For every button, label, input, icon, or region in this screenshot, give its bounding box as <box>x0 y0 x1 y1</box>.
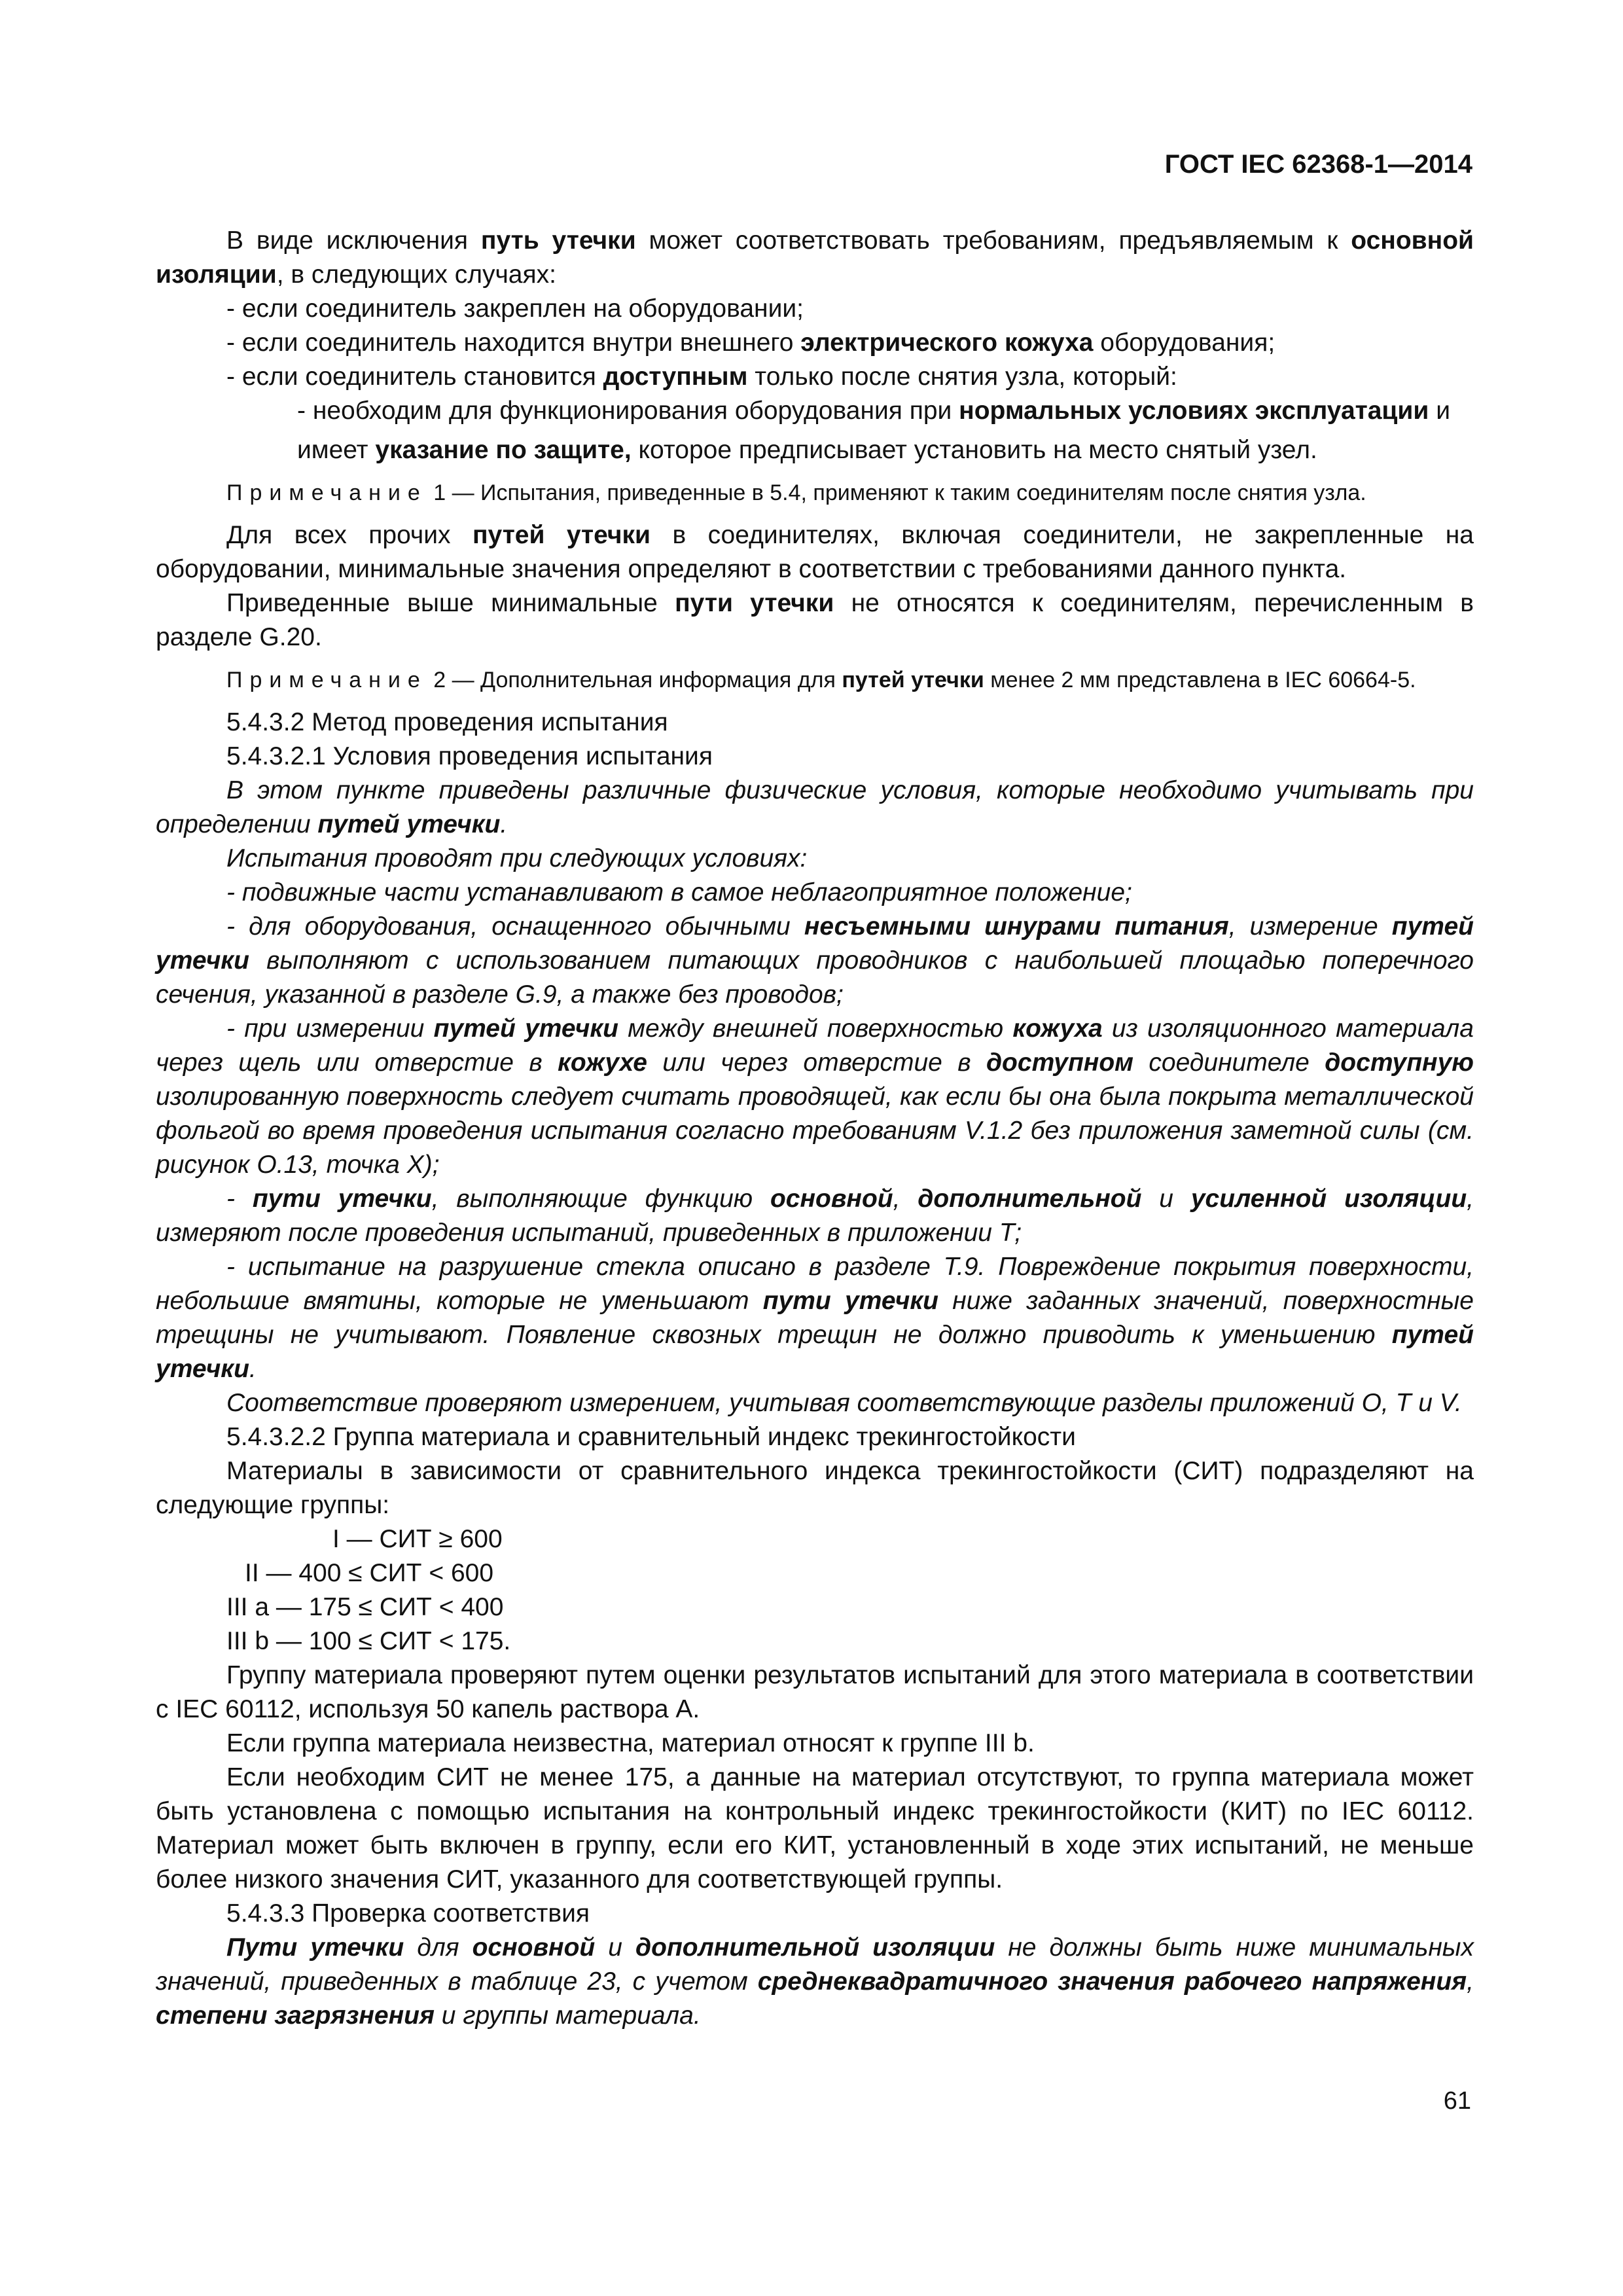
text: , измерение <box>1228 912 1392 941</box>
note-text: 1 — Испытания, приведенные в 5.4, применяют к таким соединителям после снятия узла. <box>427 480 1366 505</box>
text: В этом пункте приведены различные физические условия, которые необходимо учитывать при определении <box>156 776 1474 838</box>
text: , <box>1467 1967 1474 1996</box>
text: Приведенные выше минимальные <box>226 589 675 617</box>
term: нормальных условиях эксплуатации <box>959 397 1429 425</box>
note-2 <box>156 665 1474 695</box>
term: Пути утечки <box>226 1933 404 1962</box>
paragraph <box>156 586 1474 655</box>
text: и <box>595 1933 636 1962</box>
text: из изоляционного материала через щель или отверстие в <box>156 1014 1474 1077</box>
text: - необходим для функционирования оборудования при <box>297 397 959 425</box>
group-item: III a — 175 ≤ СИТ < 400 <box>226 1593 504 1621</box>
paragraph: Испытания проводят при следующих условиях: <box>226 844 808 872</box>
standard-header: ГОСТ IEC 62368-1—2014 <box>1164 150 1472 179</box>
paragraph <box>156 1931 1474 2033</box>
term: путей утечки <box>317 810 501 838</box>
paragraph <box>156 774 1474 842</box>
list-item: - если соединитель закреплен на оборудовании; <box>226 295 804 323</box>
section-heading: 5.4.3.3 Проверка соответствия <box>226 1899 590 1928</box>
text: . <box>500 810 508 838</box>
group-item: III b — 100 ≤ СИТ < 175. <box>226 1627 511 1655</box>
paragraph <box>156 518 1474 586</box>
term: пути утечки <box>762 1287 938 1315</box>
term: несъемными шнурами питания <box>804 912 1229 941</box>
text: и <box>1429 397 1450 425</box>
term: усиленной изоляции <box>1190 1185 1467 1213</box>
text: может соответствовать требованиям, предъявляемым к <box>635 226 1351 255</box>
text: . <box>249 1355 257 1383</box>
text: , измеряют после проведения испытаний, приведенных в приложении Т; <box>156 1185 1474 1247</box>
section-heading: 5.4.3.2 Метод проведения испытания <box>226 708 668 736</box>
term: среднеквадратичного значения рабочего напряжения <box>757 1967 1467 1996</box>
list-item <box>156 1182 1474 1250</box>
text: и группы материала. <box>434 2001 701 2030</box>
term: путь утечки <box>480 226 636 255</box>
term: пути утечки <box>252 1185 432 1213</box>
term: основной <box>472 1933 596 1962</box>
text: или через отверстие в <box>647 1049 986 1077</box>
list-subitem <box>156 428 1474 467</box>
text: - <box>226 1185 253 1213</box>
text: и <box>1141 1185 1191 1213</box>
text: которое предписывает установить на место снятый узел. <box>631 436 1317 464</box>
text: - при измерении <box>226 1014 434 1043</box>
paragraph-exception <box>156 224 1474 292</box>
page-number: 61 <box>1443 2087 1471 2115</box>
term: степени загрязнения <box>156 2001 435 2030</box>
term: основной <box>770 1185 893 1213</box>
list-item <box>156 910 1474 1012</box>
text: - испытание на разрушение стекла описано в разделе Т.9. Повреждение покрытия поверхности, небольшие вмятины, которые не уменьшают <box>156 1253 1474 1315</box>
term: электрического кожуха <box>800 329 1094 357</box>
note-text: 2 — Дополнительная информация для <box>427 668 842 692</box>
term: дополнительной изоляции <box>635 1933 995 1962</box>
term: дополнительной <box>918 1185 1142 1213</box>
material-groups <box>156 1522 1474 1659</box>
text: не должны быть ниже минимальных значений, приведенных в таблице 23, с учетом <box>156 1933 1474 1996</box>
text: между внешней поверхностью <box>618 1014 1013 1043</box>
paragraph: Группу материала проверяют путем оценки результатов испытаний для этого материала в соответствии с IEC 60112, используя 50 капель раствора А. <box>156 1661 1474 1723</box>
note-label: Примечание <box>226 480 427 505</box>
term: путей утечки <box>842 668 984 692</box>
text: только после снятия узла, который: <box>747 363 1177 391</box>
term: основной изоляции <box>156 226 1474 289</box>
term: доступным <box>603 363 748 391</box>
note-text: менее 2 мм представлена в IEC 60664-5. <box>984 668 1416 692</box>
text: - если соединитель становится <box>226 363 603 391</box>
text: Для всех прочих <box>226 521 473 549</box>
term: пути утечки <box>675 589 834 617</box>
text: выполняют с использованием питающих проводников с наибольшей площадью поперечного сечения, указанной в разделе G.9, а также без проводов; <box>156 946 1474 1009</box>
group-item: I — СИТ ≥ 600 <box>332 1525 503 1553</box>
text: соединителе <box>1133 1049 1325 1077</box>
text: , в следующих случаях: <box>276 260 556 289</box>
term: кожухе <box>558 1049 647 1077</box>
list-item <box>156 1250 1474 1386</box>
term: кожуха <box>1012 1014 1103 1043</box>
text: в соединителях, включая соединители, не закрепленные на оборудовании, минимальные значения определяют в соответствии с требованиями данного пункта. <box>156 521 1474 583</box>
text: - для оборудования, оснащенного обычными <box>226 912 804 941</box>
term: указание по защите, <box>375 436 632 464</box>
list-item: - подвижные части устанавливают в самое неблагоприятное положение; <box>226 878 1132 906</box>
group-item: II — 400 ≤ СИТ < 600 <box>245 1559 494 1587</box>
term: путей утечки <box>472 521 651 549</box>
term: доступном <box>986 1049 1134 1077</box>
note-1 <box>156 478 1474 508</box>
text: , выполняющие функцию <box>431 1185 770 1213</box>
list-item <box>156 326 1474 360</box>
text: ниже заданных значений, поверхностные трещины не учитывают. Появление сквозных трещин не должно приводить к уменьшению <box>156 1287 1474 1349</box>
note-label: Примечание <box>226 668 427 692</box>
section-heading: 5.4.3.2.1 Условия проведения испытания <box>226 742 713 770</box>
term: путей утечки <box>156 912 1474 975</box>
term: путей утечки <box>433 1014 618 1043</box>
text: изолированную поверхность следует считать проводящей, как если бы она была покрыта металлической фольгой во время проведения испытания согласно требованиям V.1.2 без приложения заметной силы (см. рисунок О.13, точка X); <box>156 1083 1474 1179</box>
paragraph: Если необходим СИТ не менее 175, а данные на материал отсутствуют, то группа материала может быть установлена с помощью испытания на контрольный индекс трекингостойкости (КИТ) по IEC 60112. Материал может быть включен в группу, если его КИТ, установленный в ходе этих испытаний, не меньше более низкого значения СИТ, указанного для соответствующей группы. <box>156 1763 1474 1893</box>
text: для <box>404 1933 473 1962</box>
list-subitem <box>156 394 1474 428</box>
text: В виде исключения <box>226 226 481 255</box>
text: имеет <box>297 436 376 464</box>
text: оборудования; <box>1093 329 1275 357</box>
paragraph: Соответствие проверяют измерением, учитывая соответствующие разделы приложений О, Т и V. <box>226 1389 1462 1417</box>
term: путей утечки <box>156 1321 1474 1383</box>
page-content <box>156 224 1474 2033</box>
term: доступную <box>1325 1049 1474 1077</box>
text: - если соединитель находится внутри внешнего <box>226 329 801 357</box>
list-item <box>156 1012 1474 1182</box>
text: , <box>893 1185 918 1213</box>
section-heading: 5.4.3.2.2 Группа материала и сравнительный индекс трекингостойкости <box>226 1423 1076 1451</box>
paragraph: Материалы в зависимости от сравнительного индекса трекингостойкости (СИТ) подразделяют на следующие группы: <box>156 1457 1474 1519</box>
list-item <box>156 360 1474 394</box>
paragraph: Если группа материала неизвестна, материал относят к группе III b. <box>226 1729 1035 1757</box>
text: не относятся к соединителям, перечисленным в разделе G.20. <box>156 589 1474 651</box>
